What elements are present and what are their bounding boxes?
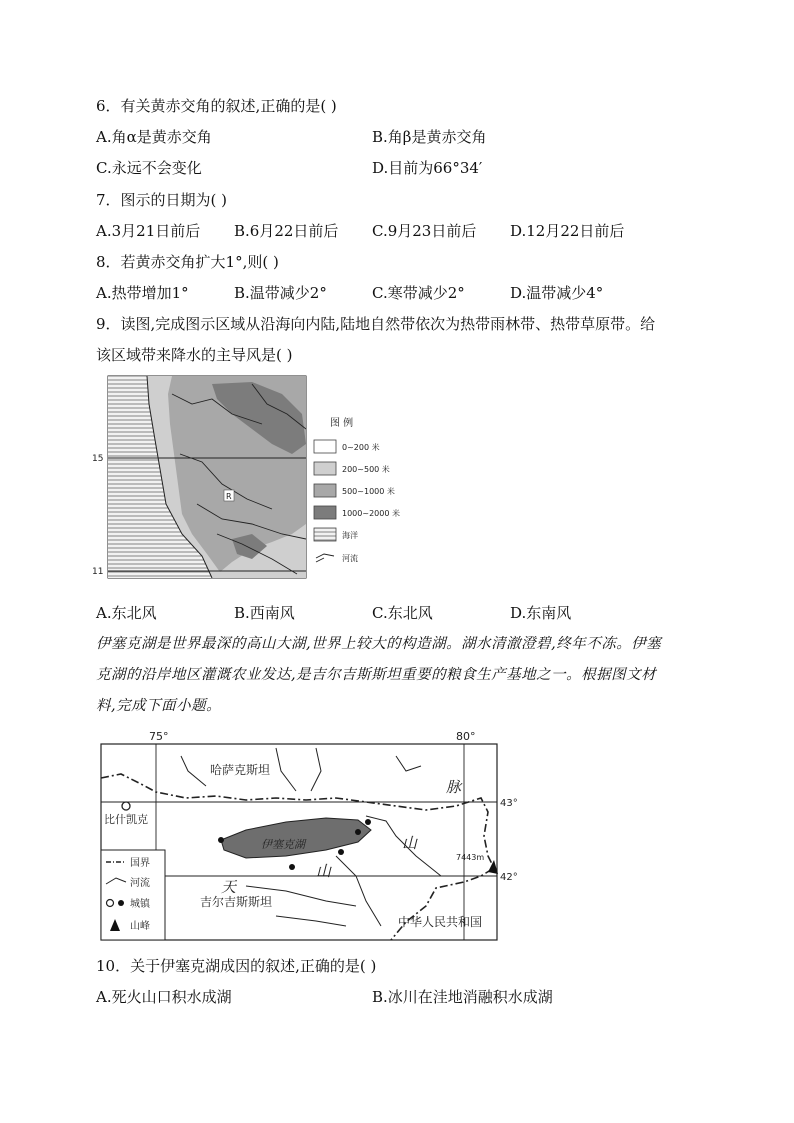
lat-label-43: 43° — [500, 798, 518, 809]
passage-line1: 伊塞克湖是世界最深的高山大湖,世界上较大的构造湖。湖水清澈澄碧,终年不冻。伊塞 — [96, 636, 662, 652]
legend-town-icon — [118, 900, 124, 906]
legend-swatch-2 — [314, 484, 336, 497]
tianshan-label-mai: 脉 — [446, 778, 462, 796]
q8-option-c: C.寒带减少2° — [372, 284, 465, 302]
lat-label-11: 11 — [92, 567, 104, 577]
tianshan-label-shan2: 山 — [402, 834, 418, 852]
map2-legend-town: 城镇 — [130, 899, 150, 910]
bishkek-marker — [122, 802, 130, 810]
map-coastal-elevation — [92, 374, 414, 590]
q10-option-b: B.冰川在洼地消融积水成湖 — [372, 988, 553, 1006]
q6-option-c: C.永远不会变化 — [96, 159, 202, 177]
map2-legend-border: 国界 — [130, 858, 150, 869]
q9-option-b: B.西南风 — [234, 604, 295, 622]
legend-swatch-1 — [314, 462, 336, 475]
q10-option-a: A.死火山口积水成湖 — [96, 988, 232, 1006]
tianshan-label-tian: 天 — [221, 878, 237, 896]
bishkek-label: 比什凯克 — [104, 813, 148, 826]
lake-label: 伊塞克湖 — [261, 838, 305, 851]
map2-legend-peak: 山峰 — [130, 921, 150, 932]
town-marker — [289, 864, 295, 870]
q7-option-d: D.12月22日前后 — [510, 222, 625, 240]
q8-option-d: D.温带减少4° — [510, 284, 604, 302]
legend-item-2: 500~1000 米 — [342, 487, 395, 496]
legend-item-0: 0~200 米 — [342, 443, 380, 452]
q8-option-a: A.热带增加1° — [96, 284, 189, 302]
china-label: 中华人民共和国 — [398, 915, 483, 929]
q9-stem-line1: 9．读图,完成图示区域从沿海向内陆,陆地自然带依次为热带雨林带、热带草原带。给 — [96, 315, 656, 333]
q9-option-d: D.东南风 — [510, 604, 572, 622]
lat-label-15: 15 — [92, 454, 104, 464]
legend-item-1: 200~500 米 — [342, 465, 390, 474]
q7-option-c: C.9月23日前后 — [372, 222, 477, 240]
q6-option-b: B.角β是黄赤交角 — [372, 128, 487, 146]
passage-line2: 克湖的沿岸地区灌溉农业发达,是吉尔吉斯斯坦重要的粮食生产基地之一。根据图文材 — [96, 667, 657, 683]
legend-river-symbol — [316, 554, 334, 562]
point-r-label: R — [226, 492, 232, 501]
kazakhstan-label: 哈萨克斯坦 — [210, 763, 271, 777]
q9-option-c: C.东北风 — [372, 604, 433, 622]
q9-option-a: A.东北风 — [96, 604, 157, 622]
legend-swatch-0 — [314, 440, 336, 453]
legend-capital-icon — [107, 900, 114, 907]
q8-stem: 8．若黄赤交角扩大1°,则( ) — [96, 253, 279, 271]
legend-item-4: 海洋 — [342, 531, 358, 540]
town-marker — [338, 849, 344, 855]
tianshan-label-shan1: 山 — [316, 862, 332, 880]
map2-legend-river: 河流 — [130, 878, 150, 889]
lon-label-80: 80° — [456, 730, 476, 743]
q7-stem: 7．图示的日期为( ) — [96, 191, 228, 209]
legend-swatch-4 — [314, 528, 336, 541]
q9-stem-line2: 该区域带来降水的主导风是( ) — [96, 346, 293, 364]
map-issyk-kul — [96, 726, 526, 946]
q7-option-a: A.3月21日前后 — [96, 222, 201, 240]
q6-option-a: A.角α是黄赤交角 — [96, 128, 212, 146]
peak-label: 7443m — [456, 853, 485, 862]
legend-item-5: 河流 — [342, 554, 358, 563]
lat-label-42: 42° — [500, 872, 518, 883]
legend-item-3: 1000~2000 米 — [342, 509, 400, 518]
lon-label-75: 75° — [149, 730, 169, 743]
passage-line3: 料,完成下面小题。 — [96, 698, 222, 714]
q6-stem: 6．有关黄赤交角的叙述,正确的是( ) — [96, 97, 337, 115]
town-marker — [355, 829, 361, 835]
q8-option-b: B.温带减少2° — [234, 284, 327, 302]
kyrgyzstan-label: 吉尔吉斯斯坦 — [200, 895, 273, 909]
legend-swatch-3 — [314, 506, 336, 519]
q6-option-d: D.目前为66°34′ — [372, 159, 483, 177]
q7-option-b: B.6月22日前后 — [234, 222, 339, 240]
legend-title: 图 例 — [330, 418, 354, 429]
q10-stem: 10．关于伊塞克湖成因的叙述,正确的是( ) — [96, 957, 377, 975]
town-marker — [365, 819, 371, 825]
town-marker — [218, 837, 224, 843]
